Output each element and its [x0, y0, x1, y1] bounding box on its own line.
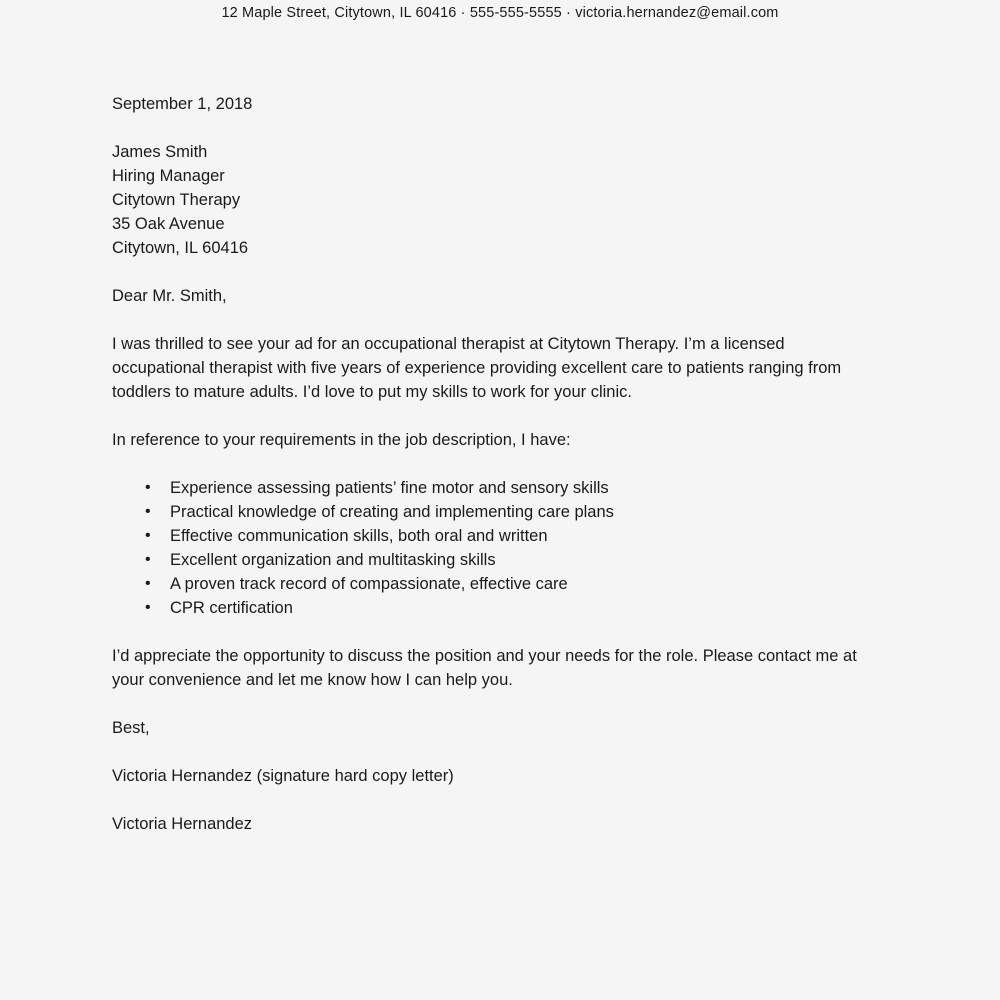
body-paragraph-2: In reference to your requirements in the job description, I have: — [112, 431, 571, 449]
list-item-label: Excellent organization and multitasking skills — [170, 551, 496, 569]
letter-body — [112, 92, 880, 836]
body-paragraph-1: I was thrilled to see your ad for an occupational therapist at Citytown Therapy. I’m a licensed occupational therapist with five years of experience providing excellent care to patients ranging from toddlers to mature adults. I’d love to put my skills to work for your clinic. — [112, 335, 842, 401]
signature-note: Victoria Hernandez (signature hard copy letter) — [112, 767, 454, 785]
list-item-label: A proven track record of compassionate, effective care — [170, 575, 568, 593]
recipient-name: James Smith — [112, 143, 208, 161]
recipient-company: Citytown Therapy — [112, 191, 241, 209]
recipient-title: Hiring Manager — [112, 167, 225, 185]
recipient-city-state-zip: Citytown, IL 60416 — [112, 239, 249, 257]
letterhead-contact-line: 12 Maple Street, Citytown, IL 60416 · 555-555-5555 · victoria.hernandez@email.com — [221, 5, 779, 21]
list-item-label: Practical knowledge of creating and implementing care plans — [170, 503, 614, 521]
qualifications-list — [112, 476, 880, 620]
bullet-icon: • — [145, 599, 151, 616]
list-item — [112, 476, 880, 500]
bullet-icon: • — [145, 551, 151, 568]
body-paragraph-3: I’d appreciate the opportunity to discuss the position and your needs for the role. Please contact me at your convenience and let me know how I can help you. — [112, 647, 857, 689]
list-item — [112, 500, 880, 524]
recipient-street: 35 Oak Avenue — [112, 215, 225, 233]
letter-closing: Best, — [112, 719, 150, 737]
bullet-icon: • — [145, 527, 151, 544]
list-item — [112, 548, 880, 572]
letter-date: September 1, 2018 — [112, 95, 253, 113]
bullet-icon: • — [145, 479, 151, 496]
list-item-label: Effective communication skills, both oral and written — [170, 527, 548, 545]
bullet-icon: • — [145, 575, 151, 592]
bullet-icon: • — [145, 503, 151, 520]
signature-name: Victoria Hernandez — [112, 815, 253, 833]
letter-salutation: Dear Mr. Smith, — [112, 287, 227, 305]
list-item — [112, 572, 880, 596]
list-item — [112, 524, 880, 548]
list-item-label: Experience assessing patients’ fine motor and sensory skills — [170, 479, 609, 497]
list-item — [112, 596, 880, 620]
list-item-label: CPR certification — [170, 599, 293, 617]
recipient-address-block — [112, 140, 880, 260]
